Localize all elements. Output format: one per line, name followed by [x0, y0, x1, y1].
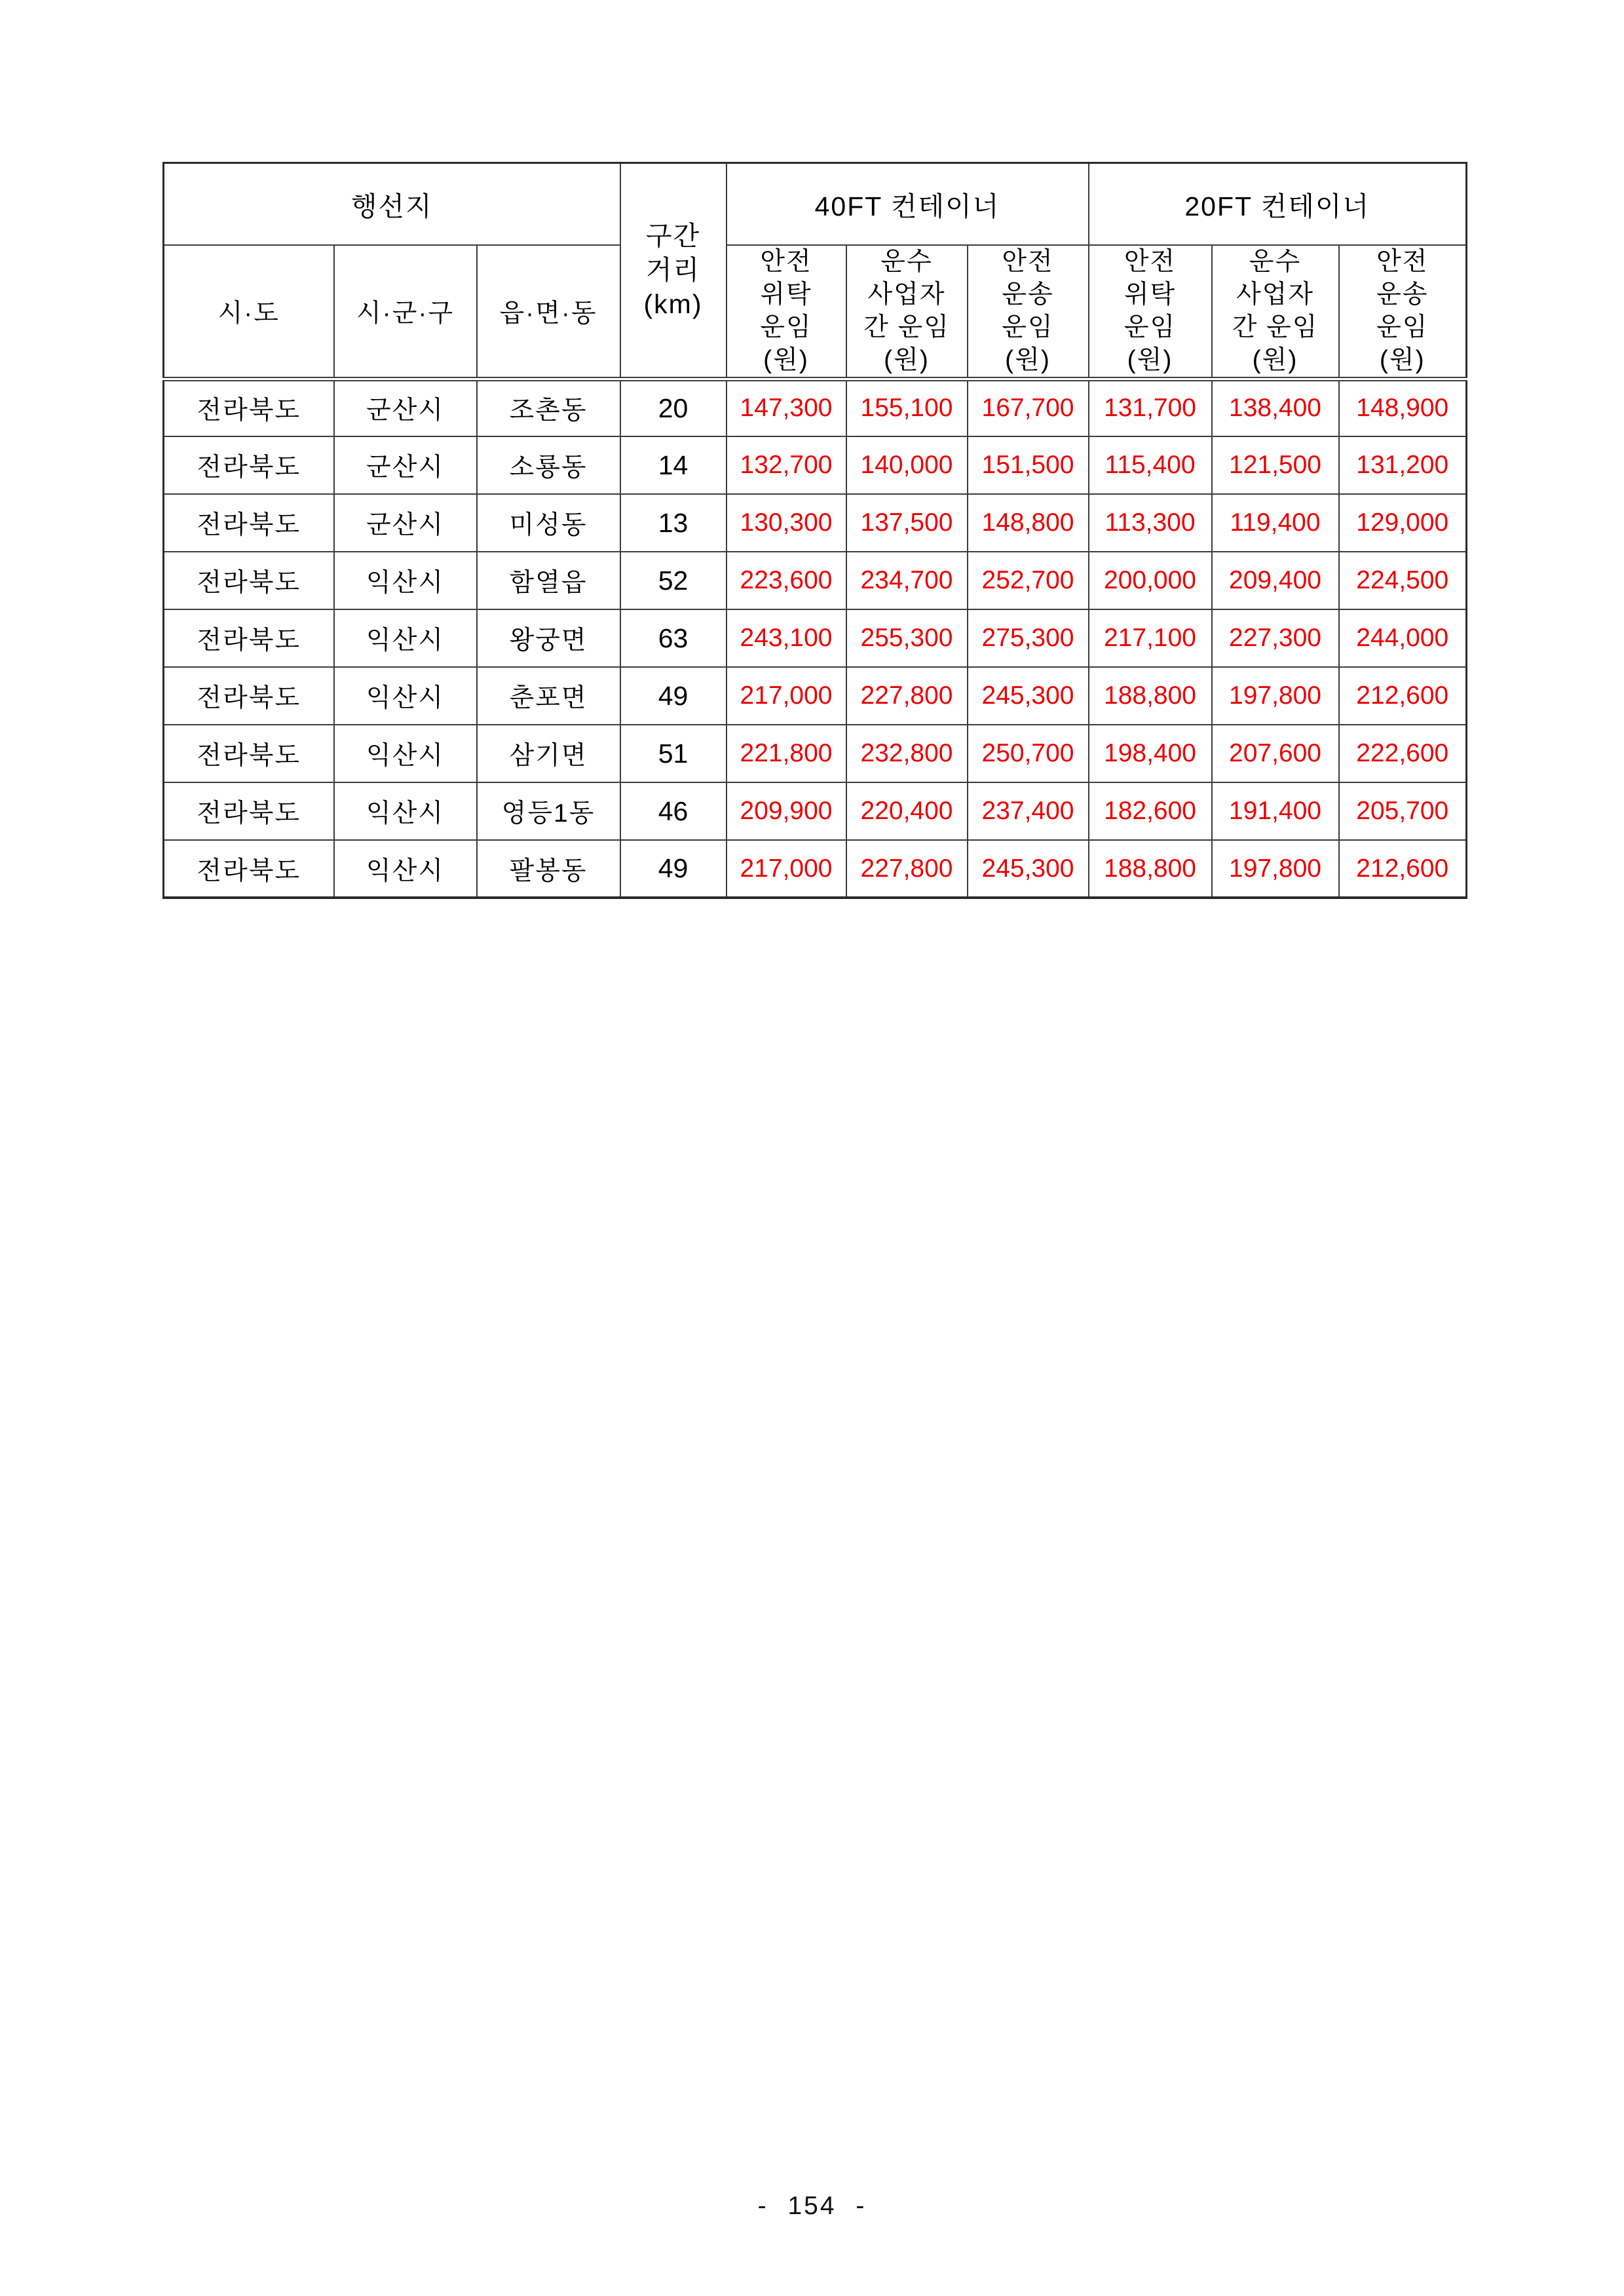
cell-distance-km: 63 [620, 609, 727, 667]
header-line: (원) [1252, 345, 1298, 374]
cell-40ft-safe-consign-fare: 130,300 [727, 494, 846, 552]
cell-sigungu: 익산시 [334, 782, 477, 840]
header-sigungu: 시·군·구 [334, 245, 477, 379]
cell-20ft-safe-consign-fare: 188,800 [1089, 840, 1212, 898]
cell-eupmyeondong: 함열읍 [477, 552, 620, 609]
cell-40ft-safe-consign-fare: 223,600 [727, 552, 846, 609]
cell-40ft-safe-consign-fare: 209,900 [727, 782, 846, 840]
header-line: 위탁 [760, 280, 812, 309]
cell-20ft-safe-transport-fare: 244,000 [1339, 609, 1467, 667]
cell-20ft-carrier-fare: 197,800 [1212, 840, 1339, 898]
table-row [164, 436, 1467, 494]
cell-distance-km: 46 [620, 782, 727, 840]
table-row [164, 725, 1467, 782]
table-row [164, 609, 1467, 667]
cell-sido: 전라북도 [164, 379, 334, 436]
header-eupmyeondong: 읍·면·동 [477, 245, 620, 379]
cell-sido: 전라북도 [164, 725, 334, 782]
cell-40ft-safe-consign-fare: 243,100 [727, 609, 846, 667]
header-line: 운송 [1002, 280, 1054, 309]
cell-40ft-carrier-fare: 255,300 [846, 609, 968, 667]
cell-40ft-safe-transport-fare: 252,700 [968, 552, 1089, 609]
cell-eupmyeondong: 조촌동 [477, 379, 620, 436]
header-40ft-carrier-fare [846, 245, 968, 379]
cell-sigungu: 군산시 [334, 436, 477, 494]
cell-distance-km: 14 [620, 436, 727, 494]
cell-40ft-safe-consign-fare: 132,700 [727, 436, 846, 494]
cell-20ft-safe-consign-fare: 115,400 [1089, 436, 1212, 494]
header-line: (원) [1005, 345, 1051, 374]
cell-40ft-safe-consign-fare: 217,000 [727, 667, 846, 725]
cell-eupmyeondong: 삼기면 [477, 725, 620, 782]
cell-40ft-carrier-fare: 227,800 [846, 667, 968, 725]
header-40ft-safe-consign-fare [727, 245, 846, 379]
cell-20ft-carrier-fare: 197,800 [1212, 667, 1339, 725]
cell-distance-km: 52 [620, 552, 727, 609]
cell-eupmyeondong: 소룡동 [477, 436, 620, 494]
header-row-groups [164, 163, 1467, 245]
header-line: (원) [763, 345, 809, 374]
cell-sigungu: 군산시 [334, 379, 477, 436]
cell-distance-km: 51 [620, 725, 727, 782]
cell-40ft-safe-transport-fare: 275,300 [968, 609, 1089, 667]
cell-eupmyeondong: 춘포면 [477, 667, 620, 725]
header-line: 간 운임 [1232, 313, 1319, 341]
cell-40ft-carrier-fare: 232,800 [846, 725, 968, 782]
cell-eupmyeondong: 미성동 [477, 494, 620, 552]
cell-40ft-safe-transport-fare: 237,400 [968, 782, 1089, 840]
cell-sigungu: 군산시 [334, 494, 477, 552]
table-row [164, 379, 1467, 436]
header-40ft-safe-transport-fare [968, 245, 1089, 379]
cell-sigungu: 익산시 [334, 725, 477, 782]
cell-40ft-safe-transport-fare: 151,500 [968, 436, 1089, 494]
header-line: 운임 [1002, 313, 1054, 341]
cell-20ft-safe-consign-fare: 113,300 [1089, 494, 1212, 552]
cell-40ft-carrier-fare: 220,400 [846, 782, 968, 840]
cell-distance-km: 49 [620, 840, 727, 898]
page-number: - 154 - [757, 2192, 867, 2220]
cell-20ft-safe-transport-fare: 129,000 [1339, 494, 1467, 552]
cell-sido: 전라북도 [164, 667, 334, 725]
cell-40ft-safe-transport-fare: 167,700 [968, 379, 1089, 436]
cell-20ft-safe-transport-fare: 148,900 [1339, 379, 1467, 436]
header-line: 안전 [1002, 247, 1054, 276]
cell-40ft-safe-consign-fare: 147,300 [727, 379, 846, 436]
cell-20ft-safe-consign-fare: 182,600 [1089, 782, 1212, 840]
cell-sido: 전라북도 [164, 782, 334, 840]
header-line: 구간 [645, 221, 701, 252]
cell-20ft-safe-consign-fare: 131,700 [1089, 379, 1212, 436]
cell-20ft-carrier-fare: 121,500 [1212, 436, 1339, 494]
header-20ft-safe-consign-fare [1089, 245, 1212, 379]
header-line: 안전 [1124, 247, 1177, 276]
cell-sido: 전라북도 [164, 552, 334, 609]
table-row [164, 782, 1467, 840]
cell-20ft-safe-transport-fare: 212,600 [1339, 667, 1467, 725]
cell-40ft-carrier-fare: 227,800 [846, 840, 968, 898]
cell-sigungu: 익산시 [334, 609, 477, 667]
header-line: 운송 [1376, 280, 1429, 309]
header-line: 안전 [1376, 247, 1429, 276]
header-line: 운임 [1376, 313, 1429, 341]
cell-40ft-safe-transport-fare: 250,700 [968, 725, 1089, 782]
header-line: 간 운임 [863, 313, 950, 341]
header-line: (원) [1127, 345, 1173, 374]
header-sido: 시·도 [164, 245, 334, 379]
cell-40ft-safe-transport-fare: 245,300 [968, 667, 1089, 725]
header-distance-km [620, 163, 727, 379]
cell-sido: 전라북도 [164, 840, 334, 898]
header-destination-group: 행선지 [164, 163, 620, 245]
cell-40ft-safe-transport-fare: 245,300 [968, 840, 1089, 898]
cell-20ft-safe-consign-fare: 217,100 [1089, 609, 1212, 667]
cell-eupmyeondong: 영등1동 [477, 782, 620, 840]
cell-20ft-safe-transport-fare: 222,600 [1339, 725, 1467, 782]
header-line: 사업자 [1236, 280, 1315, 309]
table-row [164, 667, 1467, 725]
cell-20ft-carrier-fare: 138,400 [1212, 379, 1339, 436]
cell-20ft-safe-transport-fare: 212,600 [1339, 840, 1467, 898]
cell-40ft-carrier-fare: 140,000 [846, 436, 968, 494]
header-20ft-safe-transport-fare [1339, 245, 1467, 379]
cell-20ft-safe-transport-fare: 131,200 [1339, 436, 1467, 494]
container-fare-table [162, 162, 1467, 899]
cell-40ft-safe-consign-fare: 221,800 [727, 725, 846, 782]
header-row-columns [164, 245, 1467, 379]
cell-20ft-carrier-fare: 207,600 [1212, 725, 1339, 782]
cell-20ft-safe-consign-fare: 200,000 [1089, 552, 1212, 609]
cell-sigungu: 익산시 [334, 667, 477, 725]
header-line: (km) [643, 289, 703, 320]
cell-20ft-safe-consign-fare: 198,400 [1089, 725, 1212, 782]
cell-distance-km: 13 [620, 494, 727, 552]
cell-eupmyeondong: 왕궁면 [477, 609, 620, 667]
cell-40ft-carrier-fare: 155,100 [846, 379, 968, 436]
header-line: 운수 [880, 247, 933, 276]
header-line: 안전 [760, 247, 812, 276]
cell-20ft-carrier-fare: 227,300 [1212, 609, 1339, 667]
header-20ft-carrier-fare [1212, 245, 1339, 379]
table-row [164, 494, 1467, 552]
cell-sido: 전라북도 [164, 609, 334, 667]
cell-20ft-carrier-fare: 209,400 [1212, 552, 1339, 609]
cell-sigungu: 익산시 [334, 840, 477, 898]
table-row [164, 552, 1467, 609]
cell-20ft-safe-transport-fare: 224,500 [1339, 552, 1467, 609]
cell-40ft-safe-consign-fare: 217,000 [727, 840, 846, 898]
cell-20ft-safe-transport-fare: 205,700 [1339, 782, 1467, 840]
cell-sido: 전라북도 [164, 494, 334, 552]
header-line: 운수 [1249, 247, 1302, 276]
cell-20ft-carrier-fare: 119,400 [1212, 494, 1339, 552]
cell-40ft-carrier-fare: 137,500 [846, 494, 968, 552]
header-line: 위탁 [1124, 280, 1177, 309]
cell-40ft-safe-transport-fare: 148,800 [968, 494, 1089, 552]
cell-20ft-carrier-fare: 191,400 [1212, 782, 1339, 840]
cell-40ft-carrier-fare: 234,700 [846, 552, 968, 609]
cell-eupmyeondong: 팔봉동 [477, 840, 620, 898]
header-line: 운임 [760, 313, 812, 341]
header-20ft-container-group: 20FT 컨테이너 [1089, 163, 1467, 245]
cell-sido: 전라북도 [164, 436, 334, 494]
cell-sigungu: 익산시 [334, 552, 477, 609]
cell-20ft-safe-consign-fare: 188,800 [1089, 667, 1212, 725]
header-line: 사업자 [867, 280, 946, 309]
cell-distance-km: 49 [620, 667, 727, 725]
header-line: (원) [1379, 345, 1426, 374]
header-line: (원) [884, 345, 930, 374]
header-line: 거리 [645, 255, 701, 286]
header-line: 운임 [1124, 313, 1177, 341]
cell-distance-km: 20 [620, 379, 727, 436]
header-40ft-container-group: 40FT 컨테이너 [727, 163, 1089, 245]
table-row [164, 840, 1467, 898]
